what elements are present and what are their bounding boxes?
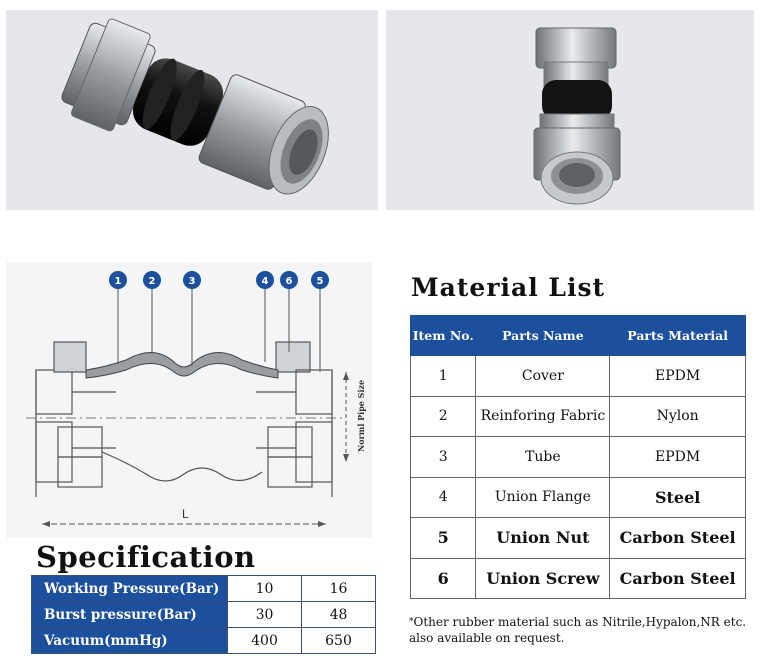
table-row — [411, 558, 746, 599]
joint-photo-front — [386, 10, 754, 210]
table-row — [411, 477, 746, 518]
joint-technical-drawing — [6, 262, 372, 538]
item-no-cell: 6 — [411, 558, 476, 599]
parts-name-cell: Union Flange — [476, 477, 610, 518]
item-no-cell: 1 — [411, 356, 476, 397]
table-row — [411, 518, 746, 559]
parts-material-cell: Nylon — [610, 396, 746, 437]
parts-material-cell: Carbon Steel — [610, 518, 746, 559]
column-header-parts-material: Parts Material — [610, 316, 746, 356]
parts-name-cell: Union Nut — [476, 518, 610, 559]
table-row — [411, 437, 746, 478]
parts-material-cell: Steel — [610, 477, 746, 518]
parts-material-cell: EPDM — [610, 437, 746, 478]
spec-row-label: Burst pressure(Bar) — [32, 602, 228, 628]
parts-name-cell: Reinforing Fabric — [476, 396, 610, 437]
item-no-cell: 2 — [411, 396, 476, 437]
item-no-cell: 3 — [411, 437, 476, 478]
specification-table — [31, 575, 376, 654]
dimension-pipe-size-label: Norml Pipe Size — [356, 379, 366, 452]
callout-6-label: 6 — [285, 276, 293, 287]
note-text: Other rubber material such as Nitrile,Hypalon,NR etc. also available on request. — [409, 615, 747, 645]
parts-material-cell: Carbon Steel — [610, 558, 746, 599]
column-header-parts-name: Parts Name — [476, 316, 610, 356]
dimension-length-label: L — [182, 507, 189, 521]
joint-photo-side — [6, 10, 378, 210]
table-row — [32, 602, 376, 628]
callout-5-label: 5 — [316, 276, 324, 287]
material-list-title: Material List — [411, 273, 606, 302]
table-row — [32, 576, 376, 602]
callout-3-label: 3 — [188, 276, 196, 287]
spec-value: 650 — [302, 628, 376, 654]
spec-value: 400 — [228, 628, 302, 654]
table-row — [32, 628, 376, 654]
table-header-row — [411, 316, 746, 356]
material-list-table — [410, 315, 746, 599]
spec-value: 10 — [228, 576, 302, 602]
table-row — [411, 396, 746, 437]
specification-title: Specification — [36, 540, 256, 574]
note-asterisk: * — [409, 617, 414, 627]
spec-value: 48 — [302, 602, 376, 628]
item-no-cell: 4 — [411, 477, 476, 518]
spec-row-label: Working Pressure(Bar) — [32, 576, 228, 602]
column-header-item-no: Item No. — [411, 316, 476, 356]
callout-2-label: 2 — [148, 276, 156, 287]
material-note — [409, 614, 759, 646]
parts-name-cell: Tube — [476, 437, 610, 478]
spec-value: 16 — [302, 576, 376, 602]
parts-name-cell: Cover — [476, 356, 610, 397]
item-no-cell: 5 — [411, 518, 476, 559]
callout-1-label: 1 — [114, 276, 122, 287]
parts-name-cell: Union Screw — [476, 558, 610, 599]
spec-row-label: Vacuum(mmHg) — [32, 628, 228, 654]
spec-value: 30 — [228, 602, 302, 628]
parts-material-cell: EPDM — [610, 356, 746, 397]
callout-4-label: 4 — [261, 276, 269, 287]
table-row — [411, 356, 746, 397]
